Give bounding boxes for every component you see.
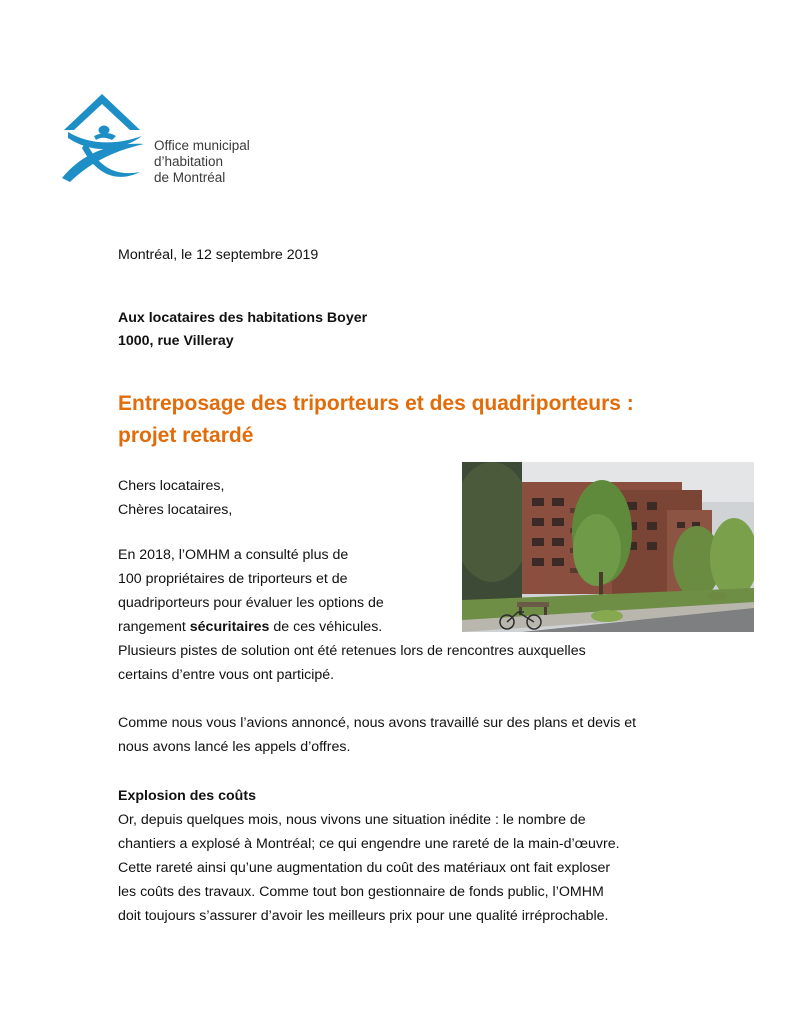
section-line-3: Cette rareté ainsi qu’une augmentation du coût des matériaux ont fait exploser — [118, 860, 611, 876]
logo-wordmark — [154, 138, 250, 186]
emphasis-securitaires: sécuritaires — [189, 619, 270, 635]
paragraph-1-line-1: En 2018, l’OMHM a consulté plus de — [118, 547, 349, 563]
paragraph-1-line-5: Plusieurs pistes de solution ont été retenues lors de rencontres auxquelles — [118, 643, 586, 659]
section-line-2: chantiers a explosé à Montréal; ce qui engendre une rareté de la main-d’œuvre. — [118, 836, 620, 852]
section-line-1: Or, depuis quelques mois, nous vivons une situation inédite : le nombre de — [118, 812, 586, 828]
salutation-line-1: Chers locataires, — [118, 478, 225, 494]
recipient-line-1: Aux locataires des habitations Boyer — [118, 310, 368, 326]
section-line-5: doit toujours s’assurer d’avoir les meilleurs prix pour une qualité irréprochable. — [118, 908, 609, 924]
logo-line-3: de Montréal — [154, 170, 226, 185]
section-costs — [118, 784, 620, 928]
logo-line-1: Office municipal — [154, 138, 250, 153]
paragraph-1-line-2: 100 propriétaires de triporteurs et de — [118, 571, 348, 587]
section-heading: Explosion des coûts — [118, 788, 256, 804]
salutation-line-2: Chères locataires, — [118, 502, 233, 518]
title-line-2: projet retardé — [118, 424, 254, 447]
paragraph-2-line-1: Comme nous vous l’avions annoncé, nous avons travaillé sur des plans et devis et — [118, 715, 637, 731]
text-fragment: rangement — [118, 619, 190, 635]
paragraph-1-line-4 — [118, 615, 586, 639]
logo-line-2: d’habitation — [154, 154, 224, 169]
paragraph-1 — [118, 543, 586, 687]
salutation — [118, 474, 232, 522]
recipient-line-2: 1000, rue Villeray — [118, 333, 234, 349]
paragraph-1-line-3: quadriporteurs pour évaluer les options de — [118, 595, 384, 611]
paragraph-2 — [118, 711, 636, 759]
date-line: Montréal, le 12 septembre 2019 — [118, 247, 319, 263]
section-line-4: les coûts des travaux. Comme tout bon gestionnaire de fonds public, l’OMHM — [118, 884, 604, 900]
omhm-emblem-icon — [58, 92, 148, 187]
title-line-1: Entreposage des triporteurs et des quadriporteurs : — [118, 392, 634, 415]
text-fragment: de ces véhicules. — [269, 619, 383, 635]
letter-title — [118, 388, 718, 452]
paragraph-2-line-2: nous avons lancé les appels d’offres. — [118, 739, 351, 755]
omhm-logo — [58, 92, 268, 187]
paragraph-1-line-6: certains d’entre vous ont participé. — [118, 667, 335, 683]
